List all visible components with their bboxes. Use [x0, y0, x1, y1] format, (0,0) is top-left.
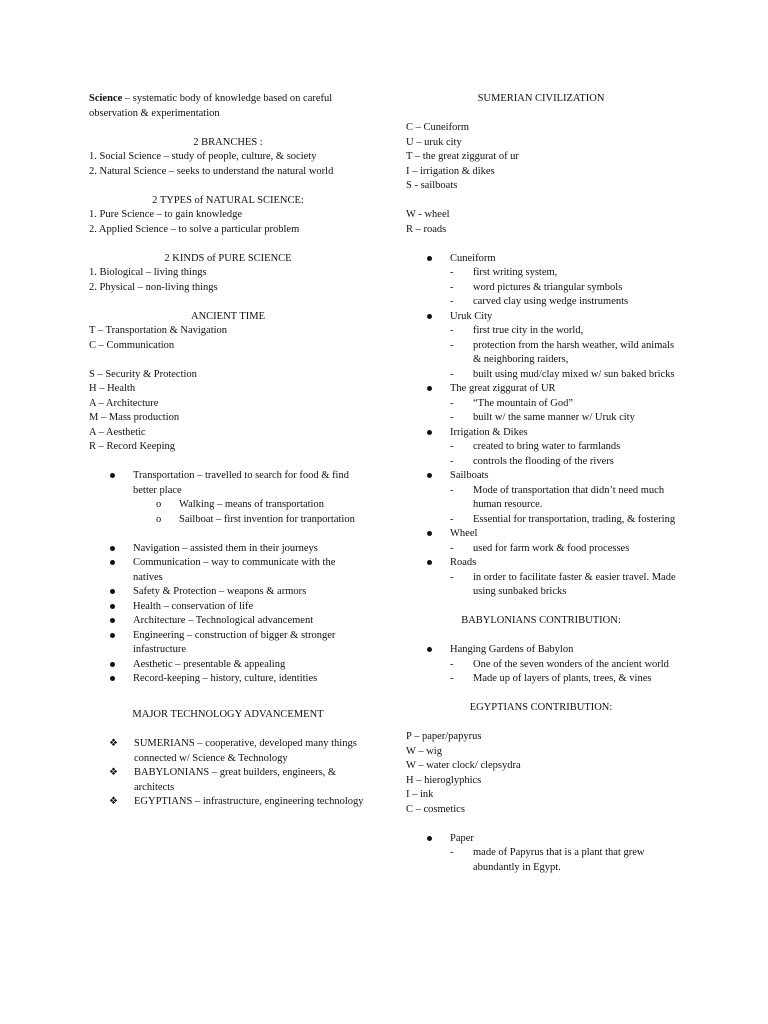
list-item: Aesthetic – presentable & appealing	[89, 658, 367, 673]
ancient-acronym-line: R – Record Keeping	[89, 441, 176, 452]
branches-heading: 2 BRANCHES :	[193, 136, 263, 148]
sub-list	[133, 498, 367, 527]
egyptian-acronym-line: W – wig	[406, 745, 442, 757]
list-item: ❖ EGYPTIANS – infrastructure, engineering technology	[89, 795, 367, 810]
sub-list	[450, 397, 676, 426]
sub-list-item: o Walking – means of transportation	[133, 498, 367, 513]
list-item: Record-keeping – history, culture, identities	[89, 672, 367, 687]
sub-list-item: - Essential for transportation, trading, & fostering	[450, 513, 676, 528]
sub-list	[450, 658, 676, 687]
ancient-acronym-line: A – Aesthetic	[89, 426, 146, 438]
ancient-acronym-line: C – Communication	[89, 339, 175, 351]
sub-list-item: - carved clay using wedge instruments	[450, 295, 676, 310]
sumerian-acronym-line: R – roads	[406, 223, 447, 235]
pure-science-line: 1. Biological – living things	[89, 267, 207, 278]
list-item: Communication – way to communicate with the natives	[89, 556, 367, 585]
babylonians-heading: BABYLONIANS CONTRIBUTION:	[461, 615, 621, 626]
egyptian-acronym-line: I – ink	[406, 789, 434, 800]
egyptian-acronym-line: W – water clock/ clepsydra	[406, 760, 521, 771]
branch-line: 2. Natural Science – seeks to understand the natural world	[89, 165, 334, 177]
egyptian-acronym-line: P – paper/papyrus	[406, 731, 482, 742]
list-item-title: Cuneiform	[450, 252, 496, 264]
pure-science-line: 2. Physical – non-living things	[89, 281, 218, 293]
sub-list	[450, 484, 676, 528]
sub-list-item: - first writing system,	[450, 266, 676, 281]
list-item: Engineering – construction of bigger & stronger infastructure	[89, 629, 367, 658]
list-item	[406, 527, 676, 556]
natural-science-heading: 2 TYPES of NATURAL SCIENCE:	[152, 194, 304, 206]
ancient-acronym-line: S – Security & Protection	[89, 368, 197, 380]
science-definition	[89, 92, 367, 121]
list-item	[406, 469, 676, 527]
list-item	[406, 310, 676, 383]
science-term: Science	[89, 93, 123, 104]
list-item-title: Sailboats	[450, 470, 489, 481]
ancient-acronym-line: A – Architecture	[89, 397, 159, 409]
sub-list-item: - created to bring water to farmlands	[450, 440, 676, 455]
ancient-acronym-line: T – Transportation & Navigation	[89, 325, 228, 336]
science-definition-text: – systematic body of knowledge based on careful observation & experimentation	[89, 93, 333, 119]
sub-list	[450, 440, 676, 469]
sumerian-heading: SUMERIAN CIVILIZATION	[477, 93, 605, 104]
list-item-title: Uruk City	[450, 310, 493, 322]
egyptians-heading: EGYPTIANS CONTRIBUTION:	[469, 702, 613, 713]
sub-list-item: - protection from the harsh weather, wild animals & neighboring raiders,	[450, 339, 676, 368]
sub-list	[450, 542, 676, 557]
sub-list	[450, 324, 676, 382]
branch-line: 1. Social Science – study of people, culture, & society	[89, 151, 317, 162]
major-technology-heading: MAJOR TECHNOLOGY ADVANCEMENT	[132, 709, 324, 720]
natural-science-line: 1. Pure Science – to gain knowledge	[89, 209, 243, 220]
ancient-acronym-line: H – Health	[89, 383, 136, 394]
transportation-list	[89, 469, 367, 527]
sub-list	[450, 846, 676, 875]
sub-list-item: - controls the flooding of the rivers	[450, 455, 676, 470]
sub-list-item: - built using mud/clay mixed w/ sun baked bricks	[450, 368, 676, 383]
list-item: Health – conservation of life	[89, 600, 367, 615]
sumerian-items-list	[406, 252, 676, 600]
egyptian-acronym-line: H – hieroglyphics	[406, 774, 482, 786]
right-column	[406, 92, 676, 875]
sub-list	[450, 266, 676, 310]
sumerian-acronym-line: S - sailboats	[406, 180, 458, 191]
egyptian-acronym-line: C – cosmetics	[406, 803, 465, 815]
sumerian-acronym-line: U – uruk city	[406, 136, 462, 148]
major-technology-list	[89, 737, 367, 810]
ancient-acronym-line: M – Mass production	[89, 412, 180, 423]
list-item-title: Hanging Gardens of Babylon	[450, 644, 574, 655]
sub-list	[450, 571, 676, 600]
list-item: Architecture – Technological advancement	[89, 614, 367, 629]
sub-list-item: - “The mountain of God”	[450, 397, 676, 412]
list-item	[406, 643, 676, 687]
list-item: ❖ BABYLONIANS – great builders, engineers, & architects	[89, 766, 367, 795]
list-item	[406, 252, 676, 310]
list-item-text: Transportation – travelled to search for food & find better place	[133, 470, 349, 496]
sub-list-item: - in order to facilitate faster & easier travel. Made using sunbaked bricks	[450, 571, 676, 600]
sumerian-acronym-line: T – the great ziggurat of ur	[406, 151, 519, 162]
list-item	[406, 832, 676, 876]
ancient-time-heading: ANCIENT TIME	[191, 310, 265, 322]
list-item	[406, 426, 676, 470]
list-item: Safety & Protection – weapons & armors	[89, 585, 367, 600]
sub-list-item: - One of the seven wonders of the ancient world	[450, 658, 676, 673]
sub-list-item: - built w/ the same manner w/ Uruk city	[450, 411, 676, 426]
ancient-uses-list	[89, 542, 367, 687]
sub-list-item: o Sailboat – first invention for tranportation	[133, 513, 367, 528]
sub-list-item: - Made up of layers of plants, trees, & vines	[450, 672, 676, 687]
sumerian-acronym-line: C – Cuneiform	[406, 122, 469, 133]
babylonians-list	[406, 643, 676, 687]
left-column	[89, 92, 367, 810]
sub-list-item: - Mode of transportation that didn’t need much human resource.	[450, 484, 676, 513]
list-item-title: The great ziggurat of UR	[450, 383, 556, 394]
list-item-title: Wheel	[450, 528, 478, 539]
natural-science-line: 2. Applied Science – to solve a particular problem	[89, 223, 300, 235]
sumerian-acronym-line: W - wheel	[406, 209, 450, 220]
sub-list-item: - made of Papyrus that is a plant that grew abundantly in Egypt.	[450, 846, 676, 875]
egyptians-list	[406, 832, 676, 876]
list-item	[406, 556, 676, 600]
list-item: Navigation – assisted them in their journeys	[89, 542, 367, 557]
list-item	[406, 382, 676, 426]
list-item: ❖ SUMERIANS – cooperative, developed many things connected w/ Science & Technology	[89, 737, 367, 766]
sumerian-acronym-line: I – irrigation & dikes	[406, 165, 495, 177]
pure-science-heading: 2 KINDS of PURE SCIENCE	[164, 252, 292, 264]
sub-list-item: - word pictures & triangular symbols	[450, 281, 676, 296]
list-item-title: Irrigation & Dikes	[450, 426, 528, 438]
list-item-title: Roads	[450, 557, 477, 568]
list-item-title: Paper	[450, 832, 474, 844]
sub-list-item: - first true city in the world,	[450, 324, 676, 339]
sub-list-item: - used for farm work & food processes	[450, 542, 676, 557]
list-item	[89, 469, 367, 527]
